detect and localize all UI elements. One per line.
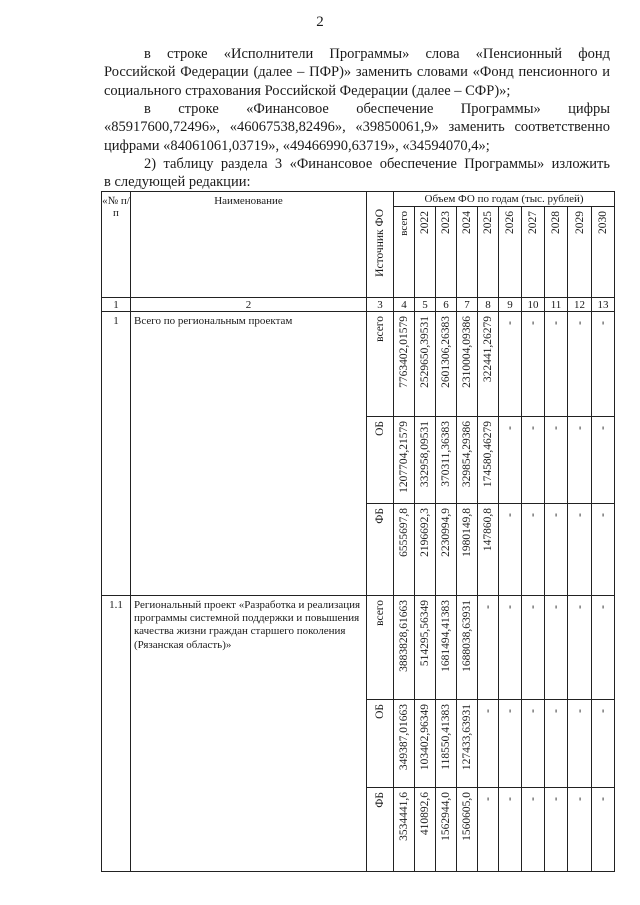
row-value: -: [527, 513, 539, 517]
row-value: -: [482, 605, 494, 609]
header-year: [499, 207, 522, 298]
row-value: 1681494,41383: [440, 600, 452, 672]
row-value: -: [504, 605, 516, 609]
row-value-cell: [522, 417, 545, 504]
row-value: -: [482, 797, 494, 801]
row-total-cell: [394, 312, 415, 417]
row-value-cell: [568, 788, 592, 872]
row-value-cell: [545, 417, 568, 504]
row-value-cell: [592, 504, 615, 596]
row-value: -: [550, 797, 562, 801]
row-value: -: [573, 513, 586, 517]
row-value-cell: [545, 596, 568, 700]
row-value-cell: [415, 700, 436, 788]
row-value-cell: [568, 312, 592, 417]
column-number: 2: [131, 298, 367, 312]
row-source-cell: [367, 417, 394, 504]
row-value: -: [573, 605, 586, 609]
row-value-cell: [499, 504, 522, 596]
paragraph-line: в строке «Исполнители Программы» слова «Пенсионный фонд: [144, 46, 610, 62]
row-value-cell: [545, 788, 568, 872]
row-source-cell: [367, 700, 394, 788]
row-value-cell: [436, 788, 457, 872]
row-value: 127433,63931: [461, 704, 473, 771]
row-value-cell: [478, 596, 499, 700]
row-value-cell: [478, 312, 499, 417]
row-source: ФБ: [374, 508, 386, 524]
header-year-label: 2025: [482, 211, 494, 234]
row-source-cell: [367, 788, 394, 872]
row-total: 349387,01663: [398, 704, 410, 771]
row-value-cell: [436, 700, 457, 788]
row-value: -: [504, 426, 516, 430]
row-index: 1: [102, 312, 131, 596]
row-value: -: [597, 321, 609, 325]
row-source: ФБ: [374, 792, 386, 808]
row-value-cell: [415, 417, 436, 504]
paragraph-line: в следующей редакции:: [104, 174, 251, 191]
row-value-cell: [457, 504, 478, 596]
row-total-cell: [394, 417, 415, 504]
header-year-label: 2022: [419, 211, 431, 234]
row-value-cell: [415, 504, 436, 596]
row-value-cell: [499, 596, 522, 700]
row-value-cell: [436, 312, 457, 417]
header-year: [545, 207, 568, 298]
row-value-cell: [478, 788, 499, 872]
row-value-cell: [457, 417, 478, 504]
row-value-cell: [568, 504, 592, 596]
row-value-cell: [478, 504, 499, 596]
column-number: 9: [499, 298, 522, 312]
header-year-label: 2026: [504, 211, 516, 234]
header-year: [415, 207, 436, 298]
column-number: 4: [394, 298, 415, 312]
row-value-cell: [499, 312, 522, 417]
table-row: [102, 596, 615, 700]
row-value-cell: [499, 700, 522, 788]
row-value-cell: [568, 417, 592, 504]
row-value-cell: [499, 788, 522, 872]
row-value: 514295,56349: [419, 600, 431, 667]
row-value-cell: [436, 417, 457, 504]
row-value-cell: [568, 596, 592, 700]
row-value-cell: [478, 700, 499, 788]
row-value-cell: [592, 596, 615, 700]
row-value: -: [550, 321, 562, 325]
paragraph-executors: [104, 45, 610, 100]
row-value: -: [527, 426, 539, 430]
row-value-cell: [545, 312, 568, 417]
row-value: 332958,09531: [419, 421, 431, 488]
column-number: 11: [545, 298, 568, 312]
paragraph-line: социального страхования Российской Федерации (далее – СФР)»;: [104, 82, 511, 99]
row-value: -: [527, 321, 539, 325]
paragraph-line: в строке «Финансовое обеспечение Программы» цифры: [144, 101, 610, 117]
header-year-label: 2027: [527, 211, 539, 234]
row-value: -: [504, 513, 516, 517]
row-total-cell: [394, 700, 415, 788]
header-year: [568, 207, 592, 298]
row-value-cell: [436, 504, 457, 596]
row-value-cell: [545, 700, 568, 788]
row-value: 147860,8: [482, 508, 494, 552]
header-year-label: 2030: [597, 211, 609, 234]
row-value: -: [573, 426, 586, 430]
header-year: [592, 207, 615, 298]
column-number: 5: [415, 298, 436, 312]
row-value-cell: [415, 312, 436, 417]
paragraph-financing: [104, 100, 610, 155]
row-value-cell: [568, 700, 592, 788]
row-value-cell: [522, 700, 545, 788]
column-number: 6: [436, 298, 457, 312]
row-source-cell: [367, 504, 394, 596]
paragraph-line: Российской Федерации (далее – ПФР)» заменить словами «Фонд пенсионного и: [104, 64, 610, 81]
financing-table: [101, 191, 615, 872]
row-source-cell: [367, 312, 394, 417]
row-value: 1560605,0: [461, 792, 473, 841]
header-name: Наименование: [131, 192, 367, 298]
row-value: -: [527, 797, 539, 801]
paragraph-table-intro: [104, 155, 610, 192]
header-year-label: 2028: [550, 211, 562, 234]
row-value: 174580,46279: [482, 421, 494, 488]
header-source-label: Источник ФО: [374, 209, 386, 277]
paragraph-line: «85917600,72496», «46067538,82496», «39850061,9» заменить соответственно: [104, 119, 610, 136]
row-value: 1562944,0: [440, 792, 452, 841]
row-value: -: [550, 605, 562, 609]
row-source-cell: [367, 596, 394, 700]
row-total: 7763402,01579: [398, 316, 410, 388]
row-value-cell: [522, 504, 545, 596]
row-value: 2601306,26383: [440, 316, 452, 388]
row-value: -: [597, 797, 609, 801]
header-year: [436, 207, 457, 298]
row-value: -: [597, 513, 609, 517]
row-value: -: [597, 605, 609, 609]
column-number: 1: [102, 298, 131, 312]
row-value: 103402,96349: [419, 704, 431, 771]
page-number: 2: [316, 14, 324, 30]
row-value-cell: [592, 417, 615, 504]
row-value-cell: [522, 312, 545, 417]
row-value: 322441,26279: [482, 316, 494, 383]
row-value-cell: [478, 417, 499, 504]
header-number: «№ п/п: [102, 192, 131, 298]
row-value-cell: [592, 312, 615, 417]
column-number: 13: [592, 298, 615, 312]
row-value: 370311,36383: [440, 421, 452, 487]
row-value: 1688038,63931: [461, 600, 473, 672]
row-value-cell: [592, 700, 615, 788]
row-value-cell: [457, 788, 478, 872]
row-value: 2230994,9: [440, 508, 452, 557]
header-year: [522, 207, 545, 298]
row-value: -: [573, 709, 586, 713]
row-value: -: [550, 513, 562, 517]
header-year-label: 2023: [440, 211, 452, 234]
paragraph-line: 2) таблицу раздела 3 «Финансовое обеспечение Программы» изложить: [144, 156, 610, 172]
row-value-cell: [415, 788, 436, 872]
row-value-cell: [457, 596, 478, 700]
row-source: ОБ: [374, 704, 386, 719]
row-value-cell: [522, 596, 545, 700]
row-value: -: [527, 709, 539, 713]
row-source: всего: [374, 600, 386, 626]
row-total: 3534441,6: [398, 792, 410, 841]
header-total-label: всего: [398, 211, 410, 236]
header-source: [367, 192, 394, 298]
row-value-cell: [522, 788, 545, 872]
column-number: 8: [478, 298, 499, 312]
header-volume: Объем ФО по годам (тыс. рублей): [394, 192, 615, 207]
header-year-label: 2024: [461, 211, 473, 234]
row-total: 1207704,21579: [398, 421, 410, 493]
column-number: 12: [568, 298, 592, 312]
row-value: 2310004,09386: [461, 316, 473, 388]
column-number: 7: [457, 298, 478, 312]
row-total: 3883828,61663: [398, 600, 410, 672]
row-value: -: [482, 709, 494, 713]
column-number: 10: [522, 298, 545, 312]
row-total-cell: [394, 788, 415, 872]
table-row: [102, 312, 615, 417]
row-value-cell: [592, 788, 615, 872]
row-value-cell: [545, 504, 568, 596]
row-value: -: [504, 321, 516, 325]
row-value-cell: [415, 596, 436, 700]
row-value: -: [550, 709, 562, 713]
row-value: 329854,29386: [461, 421, 473, 488]
header-year-label: 2029: [573, 211, 586, 234]
row-value: -: [527, 605, 539, 609]
row-index: 1.1: [102, 596, 131, 872]
row-value: -: [504, 797, 516, 801]
header-year: [457, 207, 478, 298]
row-name: Всего по региональным проектам: [131, 312, 367, 596]
row-value-cell: [457, 700, 478, 788]
row-value: 1980149,8: [461, 508, 473, 557]
paragraph-line: цифрами «84061061,03719», «49466990,63719», «34594070,4»;: [104, 137, 490, 154]
row-total: 6555697,8: [398, 508, 410, 557]
row-total-cell: [394, 504, 415, 596]
row-value: 410892,6: [419, 792, 431, 836]
row-value: -: [573, 797, 586, 801]
row-value: -: [550, 426, 562, 430]
column-number: 3: [367, 298, 394, 312]
row-name: Региональный проект «Разработка и реализация программы системной поддержки и повышения качества жизни граждан старшего поколения (Рязанская область)»: [131, 596, 367, 872]
row-value: -: [504, 709, 516, 713]
row-value: -: [597, 709, 609, 713]
row-value: 118550,41383: [440, 704, 452, 770]
row-value-cell: [499, 417, 522, 504]
row-value: 2529650,39531: [419, 316, 431, 388]
row-value-cell: [436, 596, 457, 700]
row-value: -: [597, 426, 609, 430]
row-value: 2196692,3: [419, 508, 431, 557]
row-source: ОБ: [374, 421, 386, 436]
row-total-cell: [394, 596, 415, 700]
row-value: -: [573, 321, 586, 325]
row-value-cell: [457, 312, 478, 417]
header-year: [478, 207, 499, 298]
header-total: [394, 207, 415, 298]
row-source: всего: [374, 316, 386, 342]
